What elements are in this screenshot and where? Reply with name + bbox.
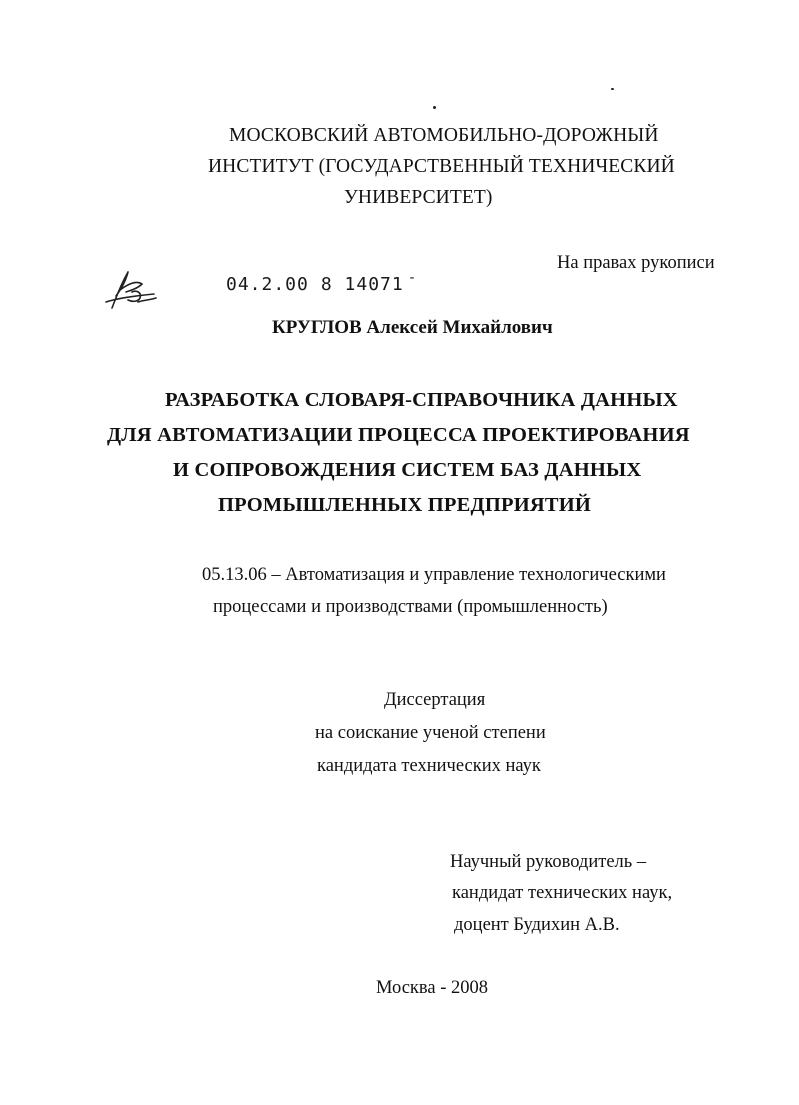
- supervisor-line-1: Научный руководитель –: [450, 852, 647, 872]
- signature-icon: [98, 262, 160, 312]
- city-year: Москва - 2008: [376, 978, 489, 998]
- institution-line-3: УНИВЕРСИТЕТ): [344, 187, 493, 208]
- stamp-number: 8 14071: [320, 274, 404, 295]
- degree-line-1: Диссертация: [384, 690, 486, 710]
- title-line-3: И СОПРОВОЖДЕНИЯ СИСТЕМ БАЗ ДАННЫХ: [173, 459, 642, 481]
- scan-speck: [611, 88, 614, 90]
- institution-line-2: ИНСТИТУТ (ГОСУДАРСТВЕННЫЙ ТЕХНИЧЕСКИЙ: [208, 156, 675, 177]
- supervisor-line-3: доцент Будихин А.В.: [454, 915, 620, 935]
- author-name: КРУГЛОВ Алексей Михайлович: [272, 317, 553, 338]
- institution-line-1: МОСКОВСКИЙ АВТОМОБИЛЬНО-ДОРОЖНЫЙ: [229, 125, 659, 146]
- stamp-mark: -: [407, 270, 418, 286]
- specialty-line-2: процессами и производствами (промышленность): [213, 597, 608, 617]
- supervisor-line-2: кандидат технических наук,: [452, 883, 673, 903]
- manuscript-rights-note: На правах рукописи: [557, 253, 715, 273]
- registration-stamp: [226, 270, 417, 295]
- degree-line-2: на соискание ученой степени: [315, 723, 546, 743]
- title-line-1: РАЗРАБОТКА СЛОВАРЯ-СПРАВОЧНИКА ДАННЫХ: [165, 389, 678, 411]
- title-line-4: ПРОМЫШЛЕННЫХ ПРЕДПРИЯТИЙ: [218, 494, 592, 516]
- title-line-2: ДЛЯ АВТОМАТИЗАЦИИ ПРОЦЕССА ПРОЕКТИРОВАНИЯ: [107, 424, 690, 446]
- specialty-line-1: 05.13.06 – Автоматизация и управление технологическими: [202, 565, 666, 585]
- degree-line-3: кандидата технических наук: [317, 756, 541, 776]
- stamp-date: 04.2.00: [226, 274, 309, 295]
- scan-speck: [433, 106, 436, 109]
